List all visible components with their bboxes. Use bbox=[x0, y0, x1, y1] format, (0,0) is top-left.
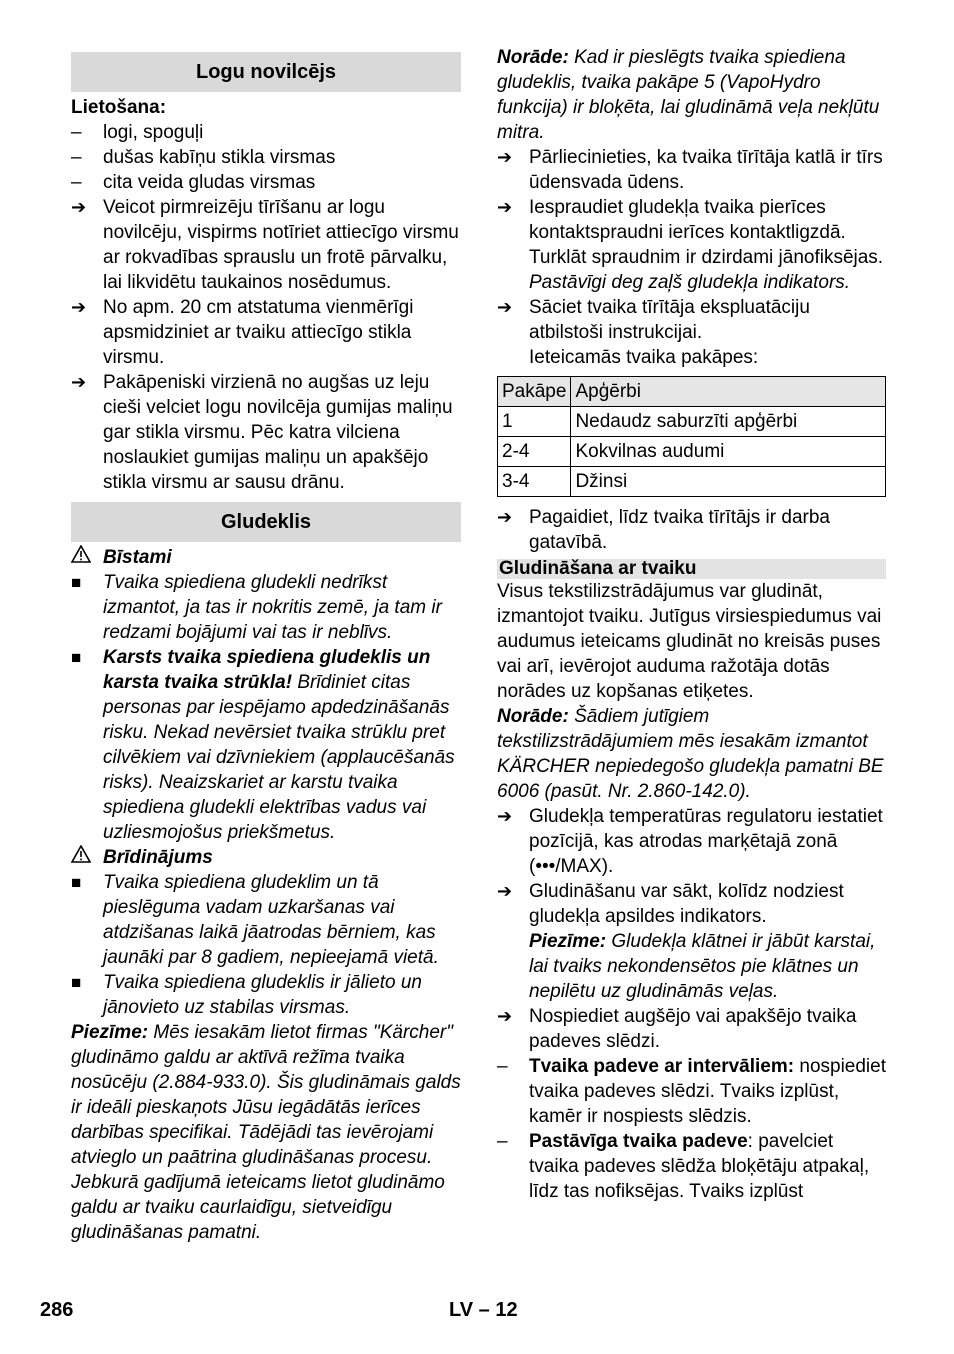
step-item: ➔ Pārliecinieties, ka tvaika tīrītāja katlā ir tīrs ūdensvada ūdens. bbox=[497, 147, 883, 193]
table-header-cell: Pakāpe bbox=[498, 377, 571, 407]
warning-heading: Brīdinājums bbox=[71, 845, 461, 870]
table-header-row bbox=[498, 377, 886, 407]
table-row bbox=[498, 467, 886, 497]
arrow-right-icon: ➔ bbox=[497, 297, 513, 317]
warning-item: ■ Tvaika spiediena gludeklim un tā pieslēguma vadam uzkaršanas vai atdzišanas laikā jāatrodas bērniem, kas jaunāki par 8 gadiem, nepieejamā vietā. bbox=[71, 872, 439, 968]
arrow-right-icon: ➔ bbox=[497, 806, 513, 826]
list-item: – Tvaika padeve ar intervāliem: nospiediet tvaika padeves slēdzi. Tvaiks izplūst, kamēr ir nospiests slēdzis. bbox=[497, 1056, 886, 1127]
step-item: ➔ Gludekļa temperatūras regulatoru iestatiet pozīcijā, kas atrodas marķētajā zonā (•••/MAX). bbox=[497, 806, 883, 877]
square-bullet-icon: ■ bbox=[71, 573, 82, 592]
note-paragraph: Norāde: Šādiem jutīgiem tekstilizstrādājumiem mēs iesakām izmantot KÄRCHER nepiedegošo gludekļa pamatni BE 6006 (pasūt. Nr. 2.860-142.0). bbox=[497, 706, 884, 802]
right-column bbox=[497, 47, 886, 1204]
square-bullet-icon: ■ bbox=[71, 648, 82, 667]
square-bullet-icon: ■ bbox=[71, 873, 82, 892]
section-title-window-squeegee: Logu novilcējs bbox=[71, 52, 461, 92]
step-item: ➔ Pakāpeniski virzienā no augšas uz leju cieši velciet logu novilcēja gumijas maliņu gar stikla virsmu. Pēc katra vilciena noslaukiet gumijas maliņu un apakšējo stikla virsmu ar sausu drānu. bbox=[71, 372, 453, 493]
list-item: – cita veida gludas virsmas bbox=[71, 172, 316, 193]
dash-icon: – bbox=[71, 147, 82, 168]
step-item: ➔ No apm. 20 cm atstatuma vienmērīgi apsmidziniet ar tvaiku attiecīgo stikla virsmu. bbox=[71, 297, 414, 368]
step-item: ➔ Iespraudiet gludekļa tvaika pierīces kontaktspraudni ierīces kontaktligzdā. Turklāt spraudnim ir dzirdami jānofiksējas. bbox=[497, 197, 884, 268]
step-item: ➔ Pagaidiet, līdz tvaika tīrītājs ir darba gatavībā. bbox=[497, 507, 830, 553]
arrow-right-icon: ➔ bbox=[497, 1006, 513, 1026]
arrow-right-icon: ➔ bbox=[497, 881, 513, 901]
danger-item: ■ Tvaika spiediena gludekli nedrīkst izmantot, ja tas ir nokritis zemē, ja tam ir redzami bojājumi vai tas ir neblīvs. bbox=[71, 572, 442, 643]
table-cell: 2-4 bbox=[498, 437, 571, 467]
arrow-right-icon: ➔ bbox=[71, 372, 87, 392]
arrow-right-icon: ➔ bbox=[497, 197, 513, 217]
warning-item: ■ Tvaika spiediena gludeklis ir jālieto un jānovieto uz stabilas virsmas. bbox=[71, 972, 422, 1018]
list-item: – Pastāvīga tvaika padeve: pavelciet tvaika padeves slēdža bloķētāju atpakaļ, līdz tas nofiksējas. Tvaiks izplūst bbox=[497, 1131, 870, 1202]
table-cell: 3-4 bbox=[498, 467, 571, 497]
note-paragraph: Piezīme: Gludekļa klātnei ir jābūt karstai, lai tvaiks nekondensētos pie klātnes un nepilētu uz gludināmās veļas. bbox=[529, 931, 876, 1002]
section-title-iron: Gludeklis bbox=[71, 502, 461, 542]
dash-icon: – bbox=[71, 172, 82, 193]
step-result: Pastāvīgi deg zaļš gludekļa indikators. bbox=[529, 272, 851, 293]
list-item: – logi, spoguļi bbox=[71, 122, 204, 143]
arrow-right-icon: ➔ bbox=[497, 507, 513, 527]
table-cell: 1 bbox=[498, 407, 571, 437]
dash-icon: – bbox=[71, 122, 82, 143]
danger-item: ■ Karsts tvaika spiediena gludeklis un karsta tvaika strūkla! Brīdiniet citas personas par iespējamo apdedzināšanās risku. Nekad nevērsiet tvaika strūklu pret cilvēkiem vai dzīvniekiem (applaucēšanās risks). Neaizskariet ar karstu tvaika spiediena gludekli elektrības vadus vai uzliesmojošus priekšmetus. bbox=[71, 647, 455, 843]
dash-icon: – bbox=[497, 1056, 508, 1077]
step-subtext: Ieteicamās tvaika pakāpes: bbox=[529, 347, 759, 368]
footer-section-label: LV – 12 bbox=[449, 1299, 518, 1321]
steam-level-table bbox=[497, 376, 886, 497]
body-paragraph: Visus tekstilizstrādājumus var gludināt, izmantojot tvaiku. Jutīgus virsiespiedumus vai audumus ieteicams gludināt no kreisās puses vai arī, ievērojot auduma ražotāja dotās norādes uz kopšanas etiķetes. bbox=[497, 581, 882, 702]
table-row bbox=[498, 407, 886, 437]
subsection-title-steam-ironing: Gludināšana ar tvaiku bbox=[497, 559, 886, 579]
arrow-right-icon: ➔ bbox=[71, 197, 87, 217]
arrow-right-icon: ➔ bbox=[497, 147, 513, 167]
usage-label: Lietošana: bbox=[71, 97, 167, 118]
table-cell: Nedaudz saburzīti apģērbi bbox=[571, 407, 886, 437]
dash-icon: – bbox=[497, 1131, 508, 1152]
warning-triangle-icon bbox=[71, 845, 91, 870]
left-column bbox=[71, 47, 461, 1245]
danger-heading: Bīstami bbox=[71, 545, 461, 570]
table-cell: Kokvilnas audumi bbox=[571, 437, 886, 467]
list-item: – dušas kabīņu stikla virsmas bbox=[71, 147, 336, 168]
note-paragraph: Piezīme: Mēs iesakām lietot firmas "Kärcher" gludināmo galdu ar aktīvā režīma tvaika nosūcēju (2.884-933.0). Šis gludināmais galds ir ideāli pieskaņots Jūsu iegādātās ierīces darbības specifikai. Tādējādi tas ievērojami atvieglo un paātrina gludināšanas procesu. Jebkurā gadījumā ieteicams lietot gludināmo galdu ar tvaiku caurlaidīgu, sietveidīgu gludināšanas pamatni. bbox=[71, 1022, 461, 1243]
warning-triangle-icon bbox=[71, 545, 91, 570]
arrow-right-icon: ➔ bbox=[71, 297, 87, 317]
note-paragraph: Norāde: Kad ir pieslēgts tvaika spiediena gludeklis, tvaika pakāpe 5 (VapoHydro funkcija) ir bloķēta, lai gludināmā veļa nekļūtu mitra. bbox=[497, 47, 880, 143]
table-row bbox=[498, 437, 886, 467]
square-bullet-icon: ■ bbox=[71, 973, 82, 992]
step-item: ➔ Veicot pirmreizēju tīrīšanu ar logu novilcēju, vispirms notīriet attiecīgo virsmu ar rokvadības sprauslu un frotē pārvalku, lai likvidētu taukainos nosēdumus. bbox=[71, 197, 459, 293]
table-cell: Džinsi bbox=[571, 467, 886, 497]
table-header-cell: Apģērbi bbox=[571, 377, 886, 407]
step-item: ➔ Sāciet tvaika tīrītāja ekspluatāciju atbilstoši instrukcijai. bbox=[497, 297, 810, 343]
step-item: ➔ Gludināšanu var sākt, kolīdz nodziest gludekļa apsildes indikators. bbox=[497, 881, 844, 927]
step-item: ➔ Nospiediet augšējo vai apakšējo tvaika padeves slēdzi. bbox=[497, 1006, 857, 1052]
page-number: 286 bbox=[40, 1299, 74, 1321]
